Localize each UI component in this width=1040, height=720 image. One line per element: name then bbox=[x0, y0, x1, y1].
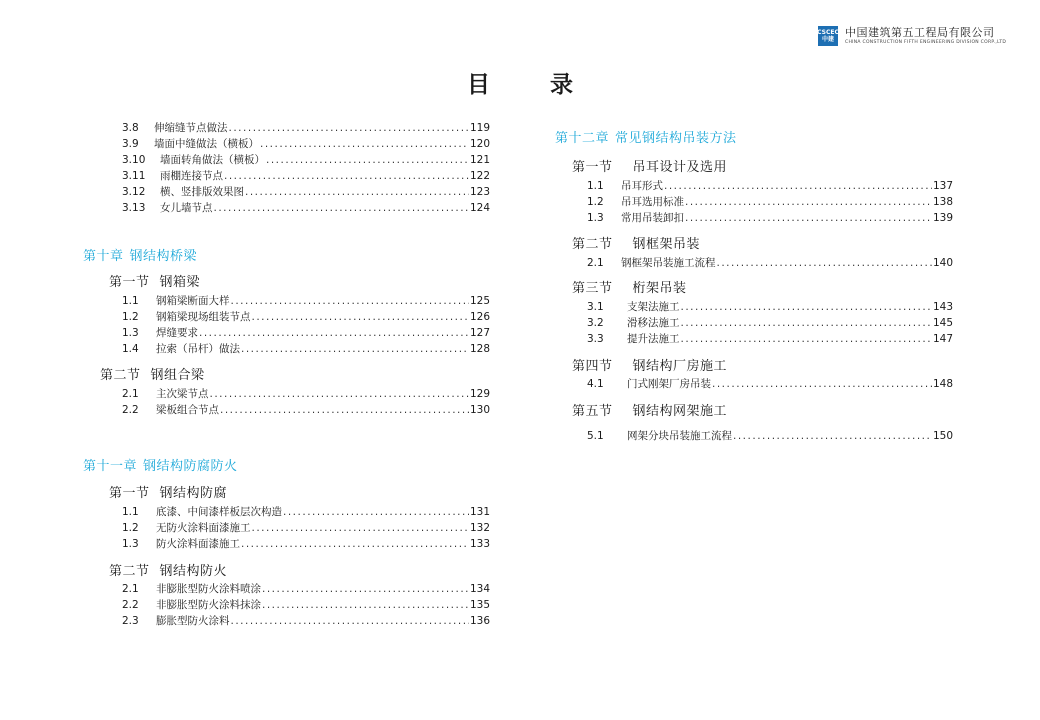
toc-entry[interactable] bbox=[122, 341, 490, 356]
toc-entry[interactable] bbox=[122, 309, 490, 324]
entry-number: 3.11 bbox=[122, 170, 146, 182]
entry-number: 1.1 bbox=[122, 506, 139, 518]
leader-dots bbox=[664, 180, 932, 192]
entry-title: 钢箱梁断面大样 bbox=[156, 295, 230, 307]
section-title: 钢结构厂房施工 bbox=[632, 359, 728, 374]
toc-entry[interactable] bbox=[122, 136, 490, 151]
toc-entry[interactable] bbox=[122, 402, 490, 417]
entry-page: 131 bbox=[469, 506, 490, 518]
entry-page: 132 bbox=[469, 522, 490, 534]
company-name-cn: 中国建筑第五工程局有限公司 bbox=[845, 26, 995, 39]
section-heading[interactable] bbox=[100, 364, 205, 383]
toc-entry[interactable] bbox=[122, 504, 490, 519]
entry-number: 3.3 bbox=[587, 333, 604, 345]
section-heading[interactable] bbox=[572, 277, 687, 296]
section-number: 第二节 bbox=[572, 237, 613, 252]
section-number: 第二节 bbox=[100, 368, 141, 383]
section-title: 钢结构防腐 bbox=[159, 486, 228, 501]
entry-title: 门式刚架厂房吊装 bbox=[627, 378, 711, 390]
chapter-title: 钢结构桥梁 bbox=[129, 249, 198, 264]
chapter-title: 常见钢结构吊装方法 bbox=[615, 131, 737, 146]
toc-entry[interactable] bbox=[122, 325, 490, 340]
entry-title: 雨棚连接节点 bbox=[160, 170, 223, 182]
leader-dots bbox=[266, 154, 469, 166]
section-number: 第五节 bbox=[572, 404, 613, 419]
toc-entry[interactable] bbox=[587, 194, 953, 209]
entry-number: 2.1 bbox=[122, 388, 139, 400]
entry-page: 145 bbox=[932, 317, 953, 329]
chapter-heading[interactable] bbox=[555, 127, 737, 146]
entry-page: 128 bbox=[469, 343, 490, 355]
entry-title: 横、竖排版效果图 bbox=[160, 186, 244, 198]
section-heading[interactable] bbox=[109, 560, 227, 579]
leader-dots bbox=[231, 615, 469, 627]
section-title: 钢结构网架施工 bbox=[632, 404, 728, 419]
entry-page: 147 bbox=[932, 333, 953, 345]
toc-entry[interactable] bbox=[122, 581, 490, 596]
toc-entry[interactable] bbox=[122, 200, 490, 215]
leader-dots bbox=[252, 311, 469, 323]
entry-number: 2.1 bbox=[122, 583, 139, 595]
entry-title: 墙面转角做法（横板） bbox=[160, 154, 265, 166]
entry-page: 121 bbox=[469, 154, 490, 166]
entry-page: 143 bbox=[932, 301, 953, 313]
section-number: 第一节 bbox=[109, 486, 150, 501]
leader-dots bbox=[252, 522, 469, 534]
leader-dots bbox=[214, 202, 469, 214]
logo-mark-line2: 中建 bbox=[821, 36, 834, 43]
toc-entry[interactable] bbox=[122, 520, 490, 535]
leader-dots bbox=[712, 378, 932, 390]
entry-number: 2.3 bbox=[122, 615, 139, 627]
company-logo-mark bbox=[818, 26, 838, 46]
leader-dots bbox=[260, 138, 469, 150]
entry-title: 网架分块吊装施工流程 bbox=[627, 430, 732, 442]
entry-number: 2.2 bbox=[122, 404, 139, 416]
toc-entry[interactable] bbox=[122, 386, 490, 401]
section-heading[interactable] bbox=[572, 233, 700, 252]
entry-page: 136 bbox=[469, 615, 490, 627]
entry-page: 133 bbox=[469, 538, 490, 550]
entry-title: 支架法施工 bbox=[627, 301, 680, 313]
toc-entry[interactable] bbox=[587, 178, 953, 193]
leader-dots bbox=[220, 404, 469, 416]
entry-page: 138 bbox=[932, 196, 953, 208]
entry-title: 钢箱梁现场组装节点 bbox=[156, 311, 251, 323]
entry-page: 126 bbox=[469, 311, 490, 323]
entry-number: 3.8 bbox=[122, 122, 139, 134]
entry-title: 梁板组合节点 bbox=[156, 404, 219, 416]
section-heading[interactable] bbox=[109, 271, 200, 290]
toc-entry[interactable] bbox=[122, 168, 490, 183]
entry-title: 常用吊装卸扣 bbox=[621, 212, 684, 224]
entry-title: 底漆、中间漆样板层次构造 bbox=[156, 506, 282, 518]
leader-dots bbox=[210, 388, 469, 400]
leader-dots bbox=[681, 333, 932, 345]
entry-title: 膨胀型防火涂料 bbox=[156, 615, 230, 627]
entry-page: 150 bbox=[932, 430, 953, 442]
leader-dots bbox=[229, 122, 469, 134]
entry-number: 1.3 bbox=[587, 212, 604, 224]
section-heading[interactable] bbox=[572, 355, 727, 374]
entry-page: 135 bbox=[469, 599, 490, 611]
toc-entry[interactable] bbox=[587, 255, 953, 270]
leader-dots bbox=[681, 301, 932, 313]
leader-dots bbox=[231, 295, 469, 307]
entry-number: 4.1 bbox=[587, 378, 604, 390]
leader-dots bbox=[681, 317, 932, 329]
entry-title: 主次梁节点 bbox=[156, 388, 209, 400]
section-title: 钢组合梁 bbox=[150, 368, 205, 383]
entry-number: 1.1 bbox=[122, 295, 139, 307]
entry-title: 拉索（吊杆）做法 bbox=[156, 343, 240, 355]
entry-page: 124 bbox=[469, 202, 490, 214]
entry-page: 122 bbox=[469, 170, 490, 182]
entry-page: 125 bbox=[469, 295, 490, 307]
toc-entry[interactable] bbox=[122, 613, 490, 628]
entry-number: 1.3 bbox=[122, 538, 139, 550]
entry-title: 防火涂料面漆施工 bbox=[156, 538, 240, 550]
toc-entry[interactable] bbox=[587, 299, 953, 314]
entry-page: 130 bbox=[469, 404, 490, 416]
entry-title: 吊耳选用标准 bbox=[621, 196, 684, 208]
chapter-number: 第十一章 bbox=[83, 459, 138, 474]
leader-dots bbox=[733, 430, 932, 442]
section-title: 钢箱梁 bbox=[159, 275, 201, 290]
entry-number: 1.3 bbox=[122, 327, 139, 339]
leader-dots bbox=[283, 506, 469, 518]
entry-page: 134 bbox=[469, 583, 490, 595]
section-number: 第二节 bbox=[109, 564, 150, 579]
entry-number: 3.10 bbox=[122, 154, 146, 166]
entry-number: 1.2 bbox=[587, 196, 604, 208]
entry-title: 女儿墙节点 bbox=[160, 202, 213, 214]
entry-title: 墙面中缝做法（横板） bbox=[154, 138, 259, 150]
entry-page: 127 bbox=[469, 327, 490, 339]
toc-entry[interactable] bbox=[587, 331, 953, 346]
leader-dots bbox=[224, 170, 469, 182]
entry-page: 148 bbox=[932, 378, 953, 390]
leader-dots bbox=[245, 186, 469, 198]
section-heading[interactable] bbox=[572, 400, 727, 419]
section-title: 桁架吊装 bbox=[632, 281, 687, 296]
entry-title: 焊缝要求 bbox=[156, 327, 198, 339]
section-title: 吊耳设计及选用 bbox=[632, 160, 728, 175]
entry-title: 吊耳形式 bbox=[621, 180, 663, 192]
chapter-number: 第十章 bbox=[83, 249, 124, 264]
section-title: 钢框架吊装 bbox=[632, 237, 701, 252]
company-name-en: CHINA CONSTRUCTION FIFTH ENGINEERING DIVISION CORP.,LTD bbox=[845, 40, 1007, 45]
chapter-heading[interactable] bbox=[83, 455, 238, 474]
entry-page: 140 bbox=[932, 257, 953, 269]
toc-entry[interactable] bbox=[122, 536, 490, 551]
toc-entry[interactable] bbox=[122, 184, 490, 199]
leader-dots bbox=[262, 583, 469, 595]
toc-entry[interactable] bbox=[587, 428, 953, 443]
toc-entry[interactable] bbox=[122, 597, 490, 612]
leader-dots bbox=[199, 327, 469, 339]
section-number: 第一节 bbox=[109, 275, 150, 290]
entry-number: 2.1 bbox=[587, 257, 604, 269]
entry-title: 钢框架吊装施工流程 bbox=[621, 257, 716, 269]
entry-number: 3.1 bbox=[587, 301, 604, 313]
entry-page: 119 bbox=[469, 122, 490, 134]
toc-entry[interactable] bbox=[587, 376, 953, 391]
toc-entry[interactable] bbox=[587, 210, 953, 225]
entry-page: 139 bbox=[932, 212, 953, 224]
section-heading[interactable] bbox=[109, 482, 227, 501]
entry-page: 137 bbox=[932, 180, 953, 192]
entry-number: 3.2 bbox=[587, 317, 604, 329]
chapter-number: 第十二章 bbox=[555, 131, 610, 146]
section-title: 钢结构防火 bbox=[159, 564, 228, 579]
entry-number: 1.4 bbox=[122, 343, 139, 355]
toc-entry[interactable] bbox=[122, 120, 490, 135]
leader-dots bbox=[241, 343, 469, 355]
entry-number: 1.2 bbox=[122, 522, 139, 534]
section-number: 第三节 bbox=[572, 281, 613, 296]
entry-number: 1.1 bbox=[587, 180, 604, 192]
entry-page: 129 bbox=[469, 388, 490, 400]
entry-number: 3.9 bbox=[122, 138, 139, 150]
toc-entry[interactable] bbox=[122, 152, 490, 167]
chapter-heading[interactable] bbox=[83, 245, 197, 264]
section-heading[interactable] bbox=[572, 156, 727, 175]
company-logo bbox=[818, 26, 1006, 46]
entry-title: 伸缩缝节点做法 bbox=[154, 122, 228, 134]
entry-number: 2.2 bbox=[122, 599, 139, 611]
section-number: 第一节 bbox=[572, 160, 613, 175]
chapter-title: 钢结构防腐防火 bbox=[143, 459, 238, 474]
page-title: 目 录 bbox=[466, 72, 599, 98]
leader-dots bbox=[717, 257, 932, 269]
entry-title: 提升法施工 bbox=[627, 333, 680, 345]
entry-title: 非膨胀型防火涂料喷涂 bbox=[156, 583, 261, 595]
toc-entry[interactable] bbox=[122, 293, 490, 308]
entry-number: 5.1 bbox=[587, 430, 604, 442]
entry-page: 120 bbox=[469, 138, 490, 150]
leader-dots bbox=[685, 196, 932, 208]
entry-number: 3.13 bbox=[122, 202, 146, 214]
entry-number: 3.12 bbox=[122, 186, 146, 198]
entry-page: 123 bbox=[469, 186, 490, 198]
toc-entry[interactable] bbox=[587, 315, 953, 330]
entry-title: 滑移法施工 bbox=[627, 317, 680, 329]
section-number: 第四节 bbox=[572, 359, 613, 374]
leader-dots bbox=[685, 212, 932, 224]
entry-number: 1.2 bbox=[122, 311, 139, 323]
logo-mark-line1: CSCEC bbox=[817, 29, 839, 36]
leader-dots bbox=[262, 599, 469, 611]
entry-title: 非膨胀型防火涂料抹涂 bbox=[156, 599, 261, 611]
leader-dots bbox=[241, 538, 469, 550]
entry-title: 无防火涂料面漆施工 bbox=[156, 522, 251, 534]
